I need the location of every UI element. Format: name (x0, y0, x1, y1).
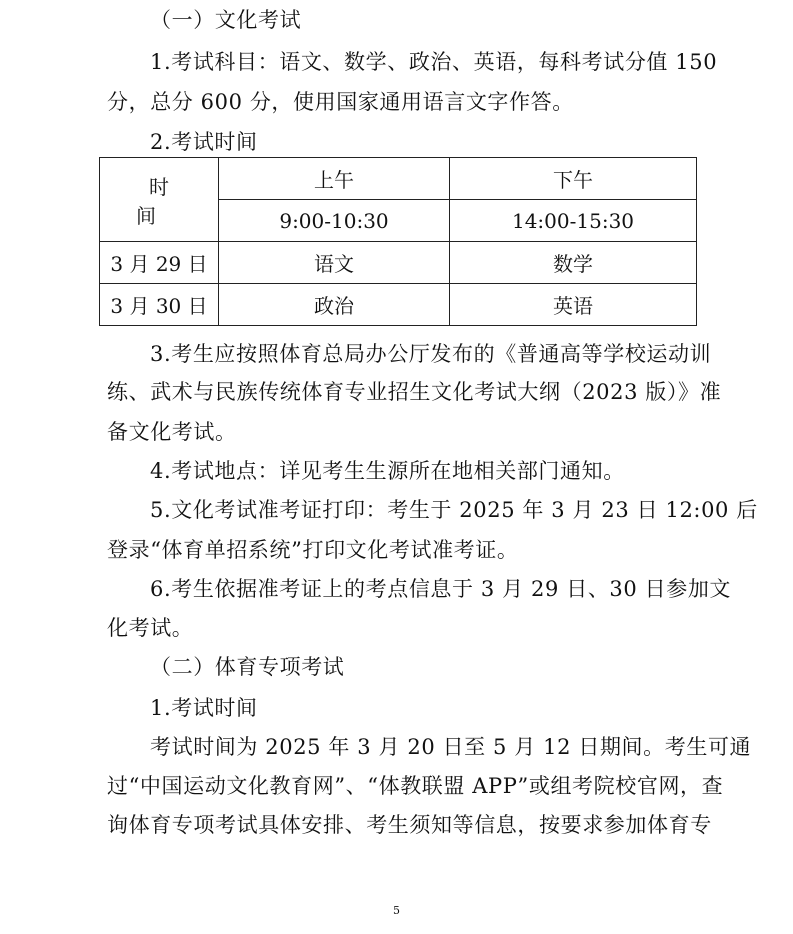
table-pm-subject-cell: 数学 (450, 242, 697, 284)
paragraph-admission-ticket-line2: 登录“体育单招系统”打印文化考试准考证。 (107, 538, 519, 562)
paragraph-subjects-line1: 1.考试科目：语文、数学、政治、英语，每科考试分值 150 (150, 50, 718, 74)
table-am-subject-cell: 政治 (219, 284, 450, 326)
table-header-time: 时 间 (100, 158, 219, 242)
paragraph-sports-exam-line3: 询体育专项考试具体安排、考生须知等信息，按要求参加体育专 (107, 813, 712, 837)
table-header-afternoon: 下午 (450, 158, 697, 200)
paragraph-syllabus-line3: 备文化考试。 (107, 420, 237, 444)
paragraph-subjects-line2: 分，总分 600 分，使用国家通用语言文字作答。 (107, 90, 574, 114)
subheading-exam-time: 2.考试时间 (150, 130, 258, 154)
exam-schedule-table (99, 157, 697, 326)
paragraph-syllabus-line2: 练、武术与民族传统体育专业招生文化考试大纲（2023 版）》准 (107, 380, 722, 404)
table-header-morning: 上午 (219, 158, 450, 200)
table-afternoon-time: 14:00-15:30 (450, 200, 697, 242)
paragraph-sports-exam-line1: 考试时间为 2025 年 3 月 20 日至 5 月 12 日期间。考生可通 (150, 735, 752, 759)
paragraph-attend-exam-line2: 化考试。 (107, 616, 194, 640)
section-heading-culture-exam: （一）文化考试 (150, 8, 302, 32)
subheading-sports-exam-time: 1.考试时间 (150, 696, 258, 720)
paragraph-admission-ticket-line1: 5.文化考试准考证打印：考生于 2025 年 3 月 23 日 12:00 后 (150, 498, 758, 522)
table-pm-subject-cell: 英语 (450, 284, 697, 326)
paragraph-sports-exam-line2: 过“中国运动文化教育网”、“体教联盟 APP”或组考院校官网，查 (107, 774, 724, 798)
table-am-subject-cell: 语文 (219, 242, 450, 284)
table-row (100, 242, 697, 284)
table-row (100, 284, 697, 326)
paragraph-syllabus-line1: 3.考生应按照体育总局办公厅发布的《普通高等学校运动训 (150, 342, 712, 366)
section-heading-sports-exam: （二）体育专项考试 (150, 655, 345, 679)
page-number: 5 (393, 904, 400, 917)
table-date-cell: 3 月 29 日 (100, 242, 219, 284)
paragraph-attend-exam-line1: 6.考生依据准考证上的考点信息于 3 月 29 日、30 日参加文 (150, 577, 732, 601)
paragraph-exam-location: 4.考试地点：详见考生生源所在地相关部门通知。 (150, 459, 625, 483)
table-date-cell: 3 月 30 日 (100, 284, 219, 326)
table-morning-time: 9:00-10:30 (219, 200, 450, 242)
